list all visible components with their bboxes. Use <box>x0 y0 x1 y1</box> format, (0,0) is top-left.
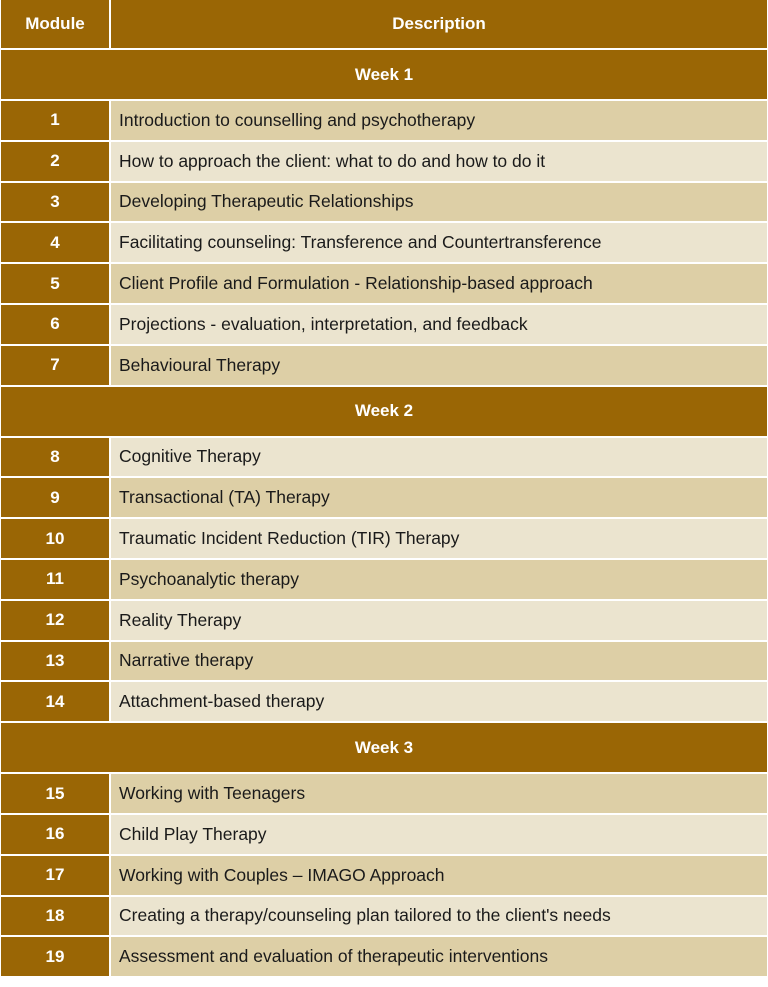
module-number: 18 <box>1 897 109 936</box>
module-description: Attachment-based therapy <box>111 682 767 721</box>
module-description: Working with Couples – IMAGO Approach <box>111 856 767 895</box>
module-description: Assessment and evaluation of therapeutic interventions <box>111 937 767 976</box>
module-number: 8 <box>1 438 109 477</box>
module-description: Working with Teenagers <box>111 774 767 813</box>
module-description: Creating a therapy/counseling plan tailored to the client's needs <box>111 897 767 936</box>
module-description: Projections - evaluation, interpretation, and feedback <box>111 305 767 344</box>
module-number: 16 <box>1 815 109 854</box>
module-number: 17 <box>1 856 109 895</box>
module-description: Psychoanalytic therapy <box>111 560 767 599</box>
module-number: 4 <box>1 223 109 262</box>
module-column-header: Module <box>1 0 109 48</box>
module-description: Developing Therapeutic Relationships <box>111 183 767 222</box>
module-number: 7 <box>1 346 109 385</box>
module-description: Introduction to counselling and psychotherapy <box>111 101 767 140</box>
module-description: Cognitive Therapy <box>111 438 767 477</box>
module-number: 11 <box>1 560 109 599</box>
module-number: 14 <box>1 682 109 721</box>
module-number: 10 <box>1 519 109 558</box>
module-description: Transactional (TA) Therapy <box>111 478 767 517</box>
description-column-header: Description <box>111 0 767 48</box>
week-2-header: Week 2 <box>1 387 767 436</box>
module-number: 6 <box>1 305 109 344</box>
module-number: 19 <box>1 937 109 976</box>
module-description: Behavioural Therapy <box>111 346 767 385</box>
module-description: Child Play Therapy <box>111 815 767 854</box>
module-number: 15 <box>1 774 109 813</box>
module-description: Client Profile and Formulation - Relationship-based approach <box>111 264 767 303</box>
module-number: 3 <box>1 183 109 222</box>
module-number: 12 <box>1 601 109 640</box>
module-description: Facilitating counseling: Transference and Countertransference <box>111 223 767 262</box>
module-description: How to approach the client: what to do and how to do it <box>111 142 767 181</box>
week-3-header: Week 3 <box>1 723 767 772</box>
module-number: 1 <box>1 101 109 140</box>
module-number: 5 <box>1 264 109 303</box>
module-description: Reality Therapy <box>111 601 767 640</box>
module-number: 13 <box>1 642 109 681</box>
week-1-header: Week 1 <box>1 50 767 99</box>
module-description: Traumatic Incident Reduction (TIR) Therapy <box>111 519 767 558</box>
module-number: 9 <box>1 478 109 517</box>
module-number: 2 <box>1 142 109 181</box>
module-description: Narrative therapy <box>111 642 767 681</box>
